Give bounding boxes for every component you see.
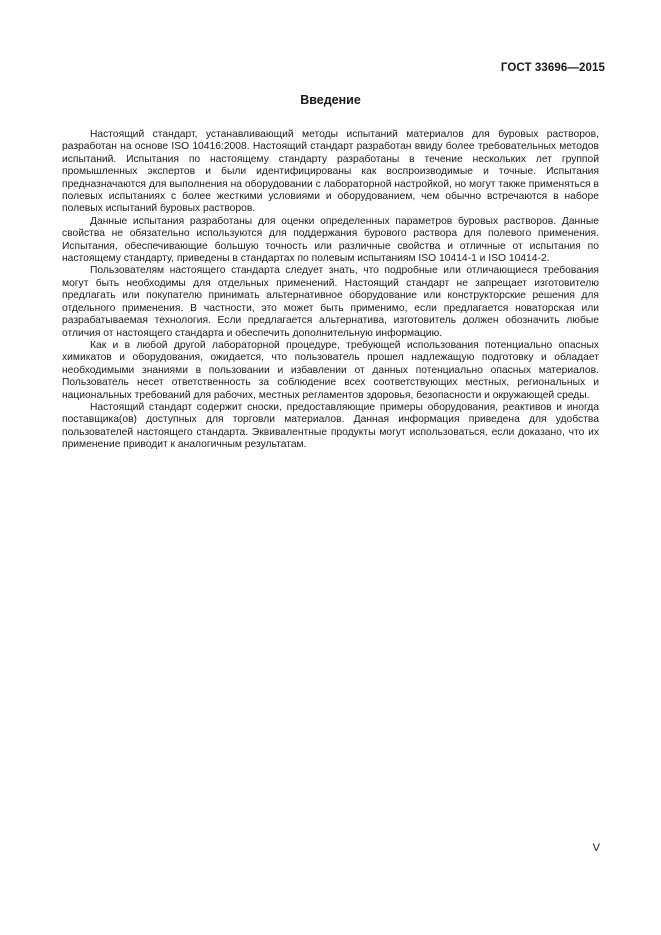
paragraph-3: Пользователям настоящего стандарта следует знать, что подробные или отличающиеся требования могут быть необходимы для отдельных применений. Настоящий стандарт не запрещает изготовителю предлагать или покупателю принимать альтернативное оборудование или конструкторские решения для отдельного применения. В частности, это может быть применимо, если предлагается новаторская или разрабатываемая технология. Если предлагается альтернатива, изготовитель должен обозначить любые отличия от настоящего стандарта и обеспечить дополнительную информацию. bbox=[62, 265, 599, 339]
document-code: ГОСТ 33696—2015 bbox=[500, 62, 605, 74]
introduction-body bbox=[62, 129, 599, 452]
page-number: V bbox=[592, 842, 600, 854]
section-title: Введение bbox=[300, 93, 361, 107]
paragraph-2: Данные испытания разработаны для оценки определенных параметров буровых растворов. Данные свойства не обязательно используются для поддержания бурового раствора для полевого применения. Испытания, обеспечивающие большую точность или различные свойства и отличные от испытания по настоящему стандарту, приведены в стандартах по полевым испытаниям ISO 10414-1 и ISO 10414-2. bbox=[62, 215, 599, 265]
paragraph-5: Настоящий стандарт содержит сноски, предоставляющие примеры оборудования, реактивов и иногда поставщика(ов) доступных для торговли материалов. Данная информация приведена для удобства пользователей настоящего стандарта. Эквивалентные продукты могут использоваться, если доказано, что их применение приводит к аналогичным результатам. bbox=[62, 401, 599, 451]
paragraph-1: Настоящий стандарт, устанавливающий методы испытаний материалов для буровых растворов, разработан на основе ISO 10416:2008. Настоящий стандарт разработан ввиду более требовательных методов испытаний. Испытания по настоящему стандарту разработаны в течение нескольких лет группой промышленных экспертов и были идентифицированы как воспроизводимые и точные. Испытания предназначаются для выполнения на оборудовании с лабораторной настройкой, но могут также применяться в полевых испытаниях с более жесткими условиями и оборудованием, чем обычно встречаются в наборе полевых испытаний буровых растворов. bbox=[62, 129, 599, 215]
paragraph-4: Как и в любой другой лабораторной процедуре, требующей использования потенциально опасных химикатов и оборудования, ожидается, что пользователь прошел надлежащую подготовку и обладает необходимыми знаниями в пользовании и избавлении от данных потенциально опасных материалов. Пользователь несет ответственность за соблюдение всех соответствующих местных, региональных и национальных требований для рабочих, местных регламентов здоровья, безопасности и окружающей среды. bbox=[62, 339, 599, 401]
